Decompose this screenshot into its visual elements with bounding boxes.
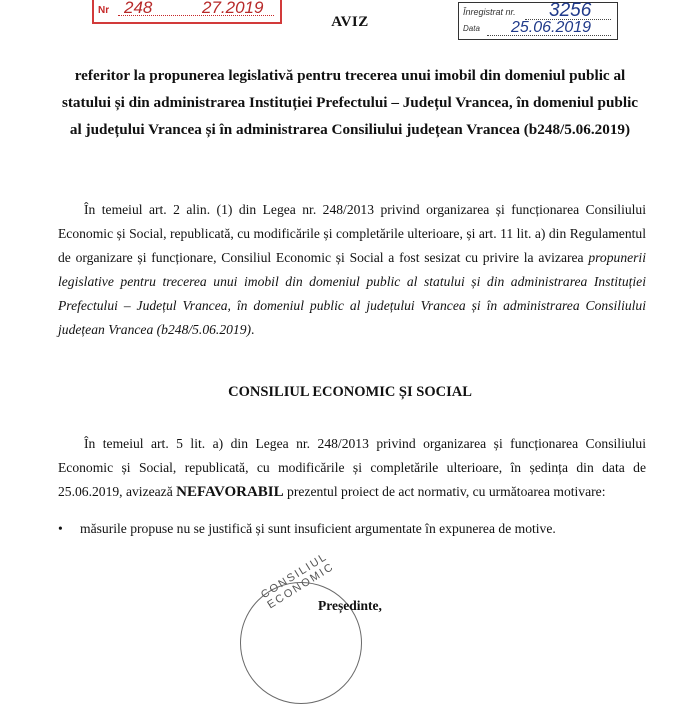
document-title: AVIZ [331, 14, 369, 30]
document-subject: referitor la propunerea legislativă pentru trecerea unui imobil din domeniul public al statului și din administrarea Instituției Prefectului – Județul Vrancea, în domeniul public al județului Vrancea și în administrarea Consiliului județean Vrancea (b248/5.06.2019) [61, 67, 639, 138]
paragraph-decision [58, 432, 646, 504]
registered-label: Înregistrat nr. [463, 7, 516, 17]
paragraph-decision-end: prezentul proiect de act normativ, cu următoarea motivare: [283, 484, 606, 499]
stamp-label: Nr [98, 5, 110, 16]
paragraph-referral-text: În temeiul art. 2 alin. (1) din Legea nr. 248/2013 privind organizarea și funcționarea Consiliului Economic și Social, republicată, cu modificările și completările ulterioare, și art. 11 lit. a) din Regulamentul de organizare și funcționare, Consiliul Economic și Social a fost sesizat cu privire la avizarea [58, 202, 646, 265]
date-dotted-line [487, 35, 611, 36]
paragraph-referral [58, 198, 646, 342]
decision-emphasis: NEFAVORABIL [176, 484, 284, 500]
date-value: 25.06.2019 [511, 19, 592, 36]
council-heading: CONSILIUL ECONOMIC ȘI SOCIAL [228, 384, 472, 400]
stamp-number: 248 [124, 0, 153, 17]
stamp-date: 27.2019 [202, 0, 264, 17]
registered-number: 3256 [549, 0, 592, 21]
date-label: Data [463, 24, 480, 33]
bullet-icon: • [58, 521, 63, 536]
seal-text: CONSILIUL ECONOMIC [259, 550, 337, 612]
paragraph-referral-italic: propunerii legislative pentru trecerea unui imobil din domeniul public al statului și din administrarea Instituției Prefectului – Județul Vrancea, în domeniul public al județului Vrancea și în administrarea Consiliului județean Vrancea (b248/5.06.2019) [58, 250, 646, 337]
motivation-text: măsurile propuse nu se justifică și sunt insuficient argumentate în expunerea de motive. [80, 521, 556, 536]
paragraph-decision-text: În temeiul art. 5 lit. a) din Legea nr. 248/2013 privind organizarea și funcționarea Consiliului Economic și Social, republicată, cu modificările și completările ulterioare, în ședința din data de 25.06.2019, avizează [58, 436, 646, 499]
signature-label: Președinte, [318, 598, 382, 613]
motivation-bullet [58, 521, 658, 537]
paragraph-referral-end: . [251, 322, 255, 337]
